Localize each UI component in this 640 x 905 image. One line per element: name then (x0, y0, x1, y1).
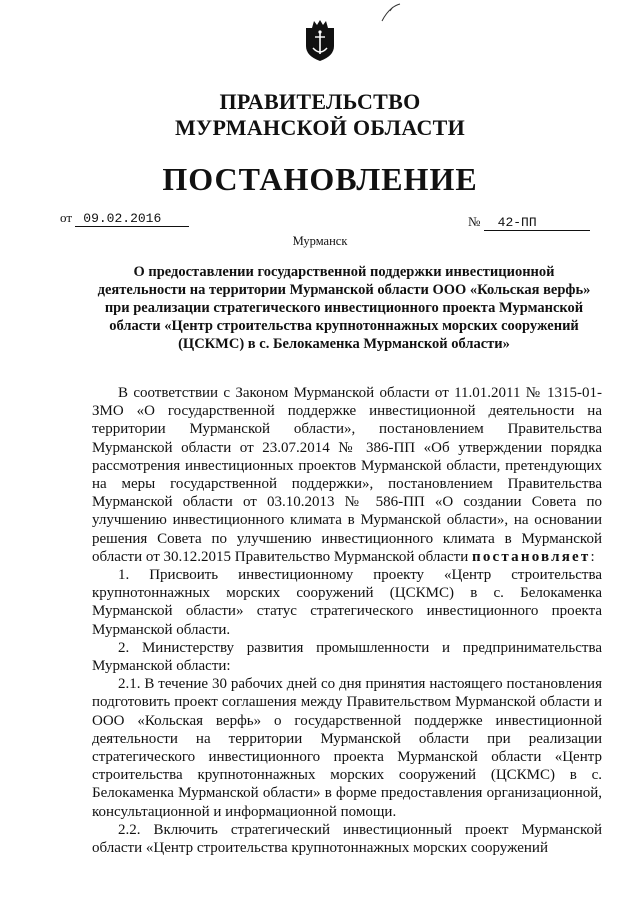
paragraph-2-2: 2.2. Включить стратегический инвестиционный проект Мурманской области «Центр строительства крупнотоннажных морских сооружений (92, 821, 602, 857)
preamble-text: В соответствии с Законом Мурманской области от 11.01.2011 № 1315-01-ЗМО «О государственной поддержке инвестиционной деятельности на территории Мурманской области», постановлением Правительства Мурманской области от 23.07.2014 № 386-ПП «Об утверждении порядка рассмотрения инвестиционных проектов Мурманской области, претендующих на меры государственной поддержки», постановлением Правительства Мурманской области от 03.10.2013 № 586-ПП «О создании Совета по улучшению инвестиционного климата в Мурманской области», на основании решения Совета по улучшению инвестиционного климата в Мурманской области от 30.12.2015 Правительство Мурманской области (92, 385, 602, 565)
document-body (92, 384, 602, 857)
document-date (60, 210, 189, 227)
document-number (468, 214, 590, 231)
heading-line: при реализации стратегического инвестиционного проекта Мурманской (104, 300, 584, 316)
preamble-paragraph (92, 384, 602, 566)
number-prefix: № (468, 214, 481, 229)
document-type-title: ПОСТАНОВЛЕНИЕ (162, 161, 478, 197)
resolves-colon: : (590, 548, 595, 565)
heading-line: деятельности на территории Мурманской области ООО «Кольская верфь» (97, 282, 591, 298)
paragraph-2: 2. Министерству развития промышленности и предпринимательства Мурманской области: (92, 639, 602, 675)
coat-of-arms-emblem (302, 18, 338, 62)
heading-line: области «Центр строительства крупнотоннажных морских сооружений (109, 318, 579, 334)
number-value: 42-ПП (484, 215, 590, 231)
handwritten-mark (380, 3, 402, 23)
paragraph-2-1: 2.1. В течение 30 рабочих дней со дня принятия настоящего постановления подготовить проект соглашения между Правительством Мурманской области и ООО «Кольская верфь» о государственной поддержке инвестиционной деятельности на территории Мурманской области при реализации стратегического инвестиционного проекта Мурманской области «Центр строительства крупнотоннажных морских сооружений (ЦСКМС) в с. Белокаменка Мурманской области» в форме предоставления организационной, консультационной и информационной помощи. (92, 676, 602, 820)
city-name: Мурманск (292, 234, 348, 248)
paragraph-1: 1. Присвоить инвестиционному проекту «Центр строительства крупнотоннажных морских сооружений (ЦСКМС) в с. Белокаменка Мурманской области» статус стратегического инвестиционного проекта Мурманской области. (92, 567, 602, 638)
document-heading (88, 263, 600, 353)
government-title-line2: МУРМАНСКОЙ ОБЛАСТИ (174, 115, 466, 140)
resolves-word: постановляет (472, 548, 591, 565)
date-value: 09.02.2016 (75, 211, 189, 227)
date-prefix: от (60, 210, 73, 225)
government-title-line1: ПРАВИТЕЛЬСТВО (219, 89, 421, 114)
heading-line: (ЦСКМС) в с. Белокаменка Мурманской области» (178, 336, 510, 352)
heading-line: О предоставлении государственной поддержки инвестиционной (133, 264, 555, 280)
